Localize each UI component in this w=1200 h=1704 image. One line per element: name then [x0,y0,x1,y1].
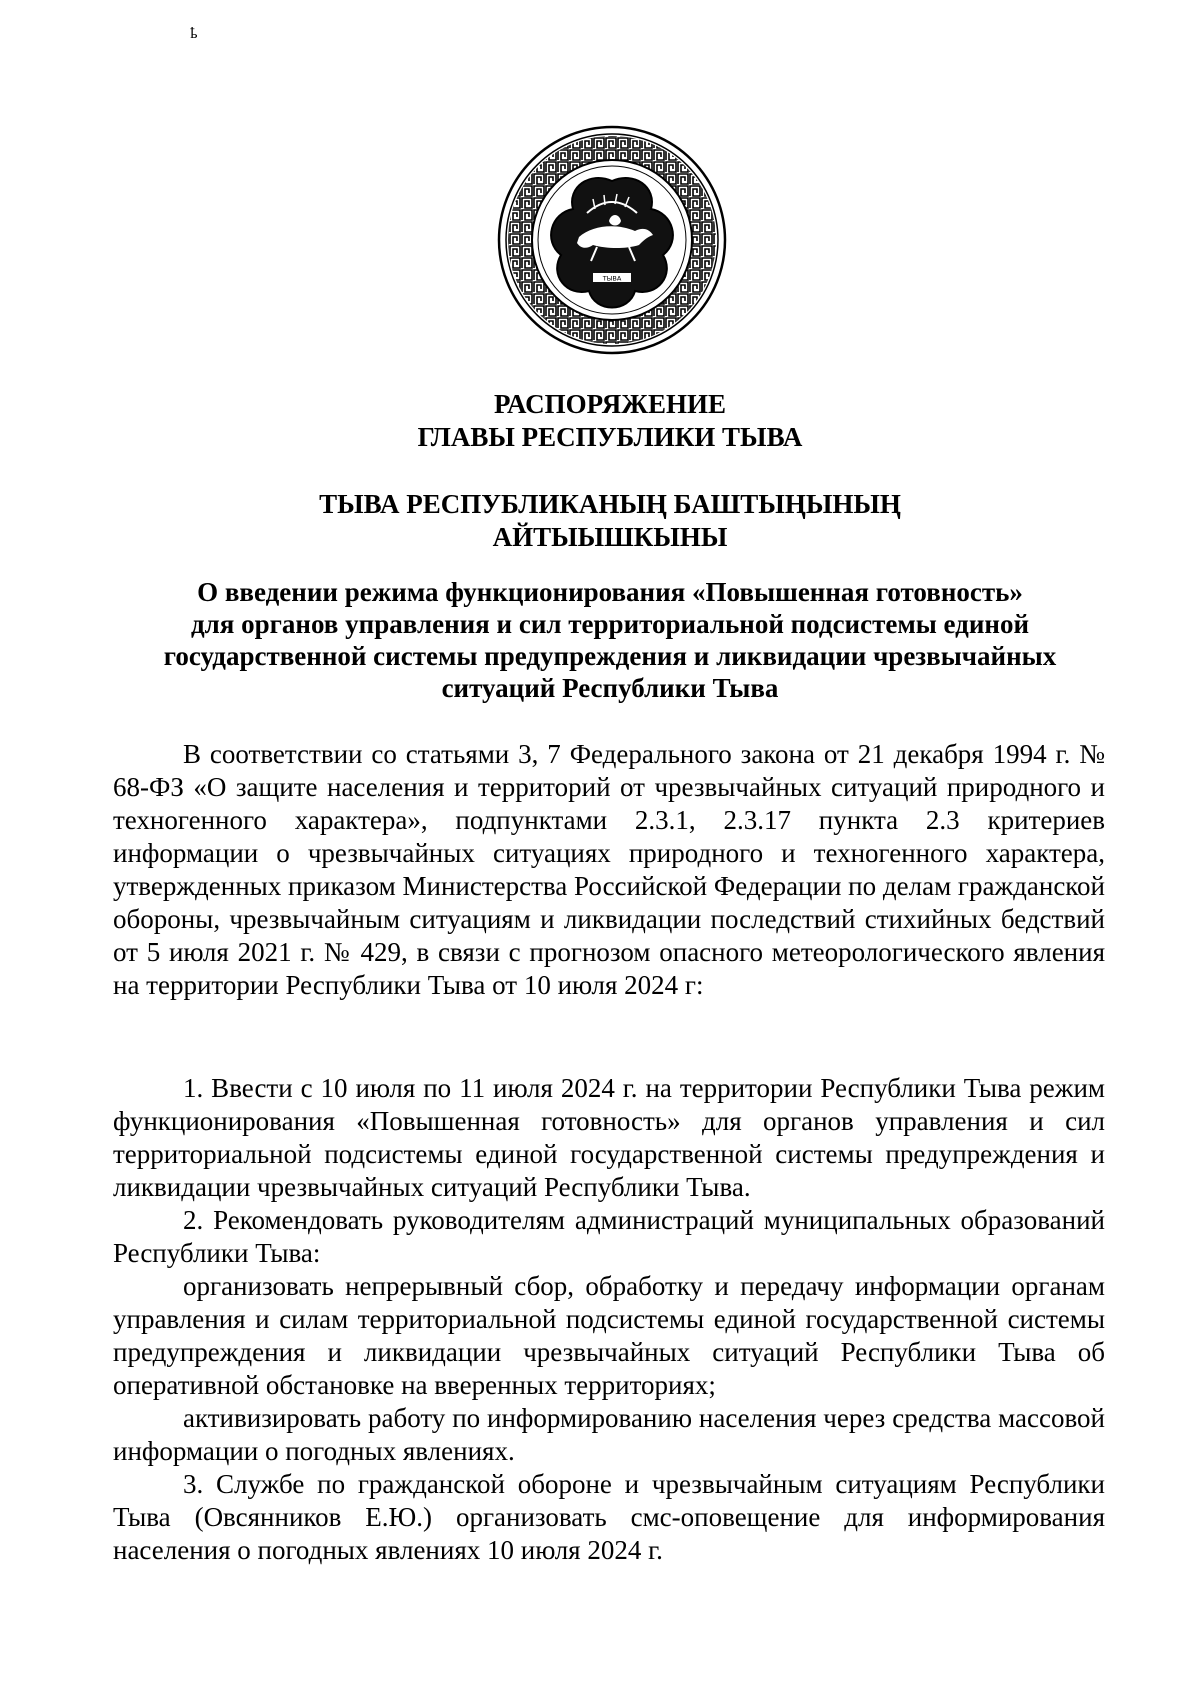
title-line-2: ГЛАВЫ РЕСПУБЛИКИ ТЫВА [417,422,803,452]
tuvan-title-line-2: АЙТЫЫШКЫНЫ [492,522,728,552]
preamble-paragraph: В соответствии со статьями 3, 7 Федерального закона от 21 декабря 1994 г. № 68-ФЗ «О защите населения и территорий от чрезвычайных ситуаций природного и техногенного характера», подпунктами 2.3.1, 2.3.17 пункта 2.3 критериев информации о чрезвычайных ситуациях природного и техногенного характера, утвержденных приказом Министерства Российской Федерации по делам гражданской обороны, чрезвычайным ситуациям и ликвидации последствий стихийных бедствий от 5 июля 2021 г. № 429, в связи с прогнозом опасного метеорологического явления на территории Республики Тыва от 10 июля 2024 г: [113,739,1105,1000]
title-line-1: РАСПОРЯЖЕНИЕ [493,389,727,419]
subject-line-1: О введении режима функционирования «Повышенная готовность» [197,577,1023,607]
svg-text:ТЫВА: ТЫВА [602,274,622,283]
order-item-3: 3. Службе по гражданской обороне и чрезвычайным ситуациям Республики Тыва (Овсянников Е.Ю.) организовать смс-оповещение для информирования населения о погодных явлениях 10 июля 2024 г. [113,1469,1105,1565]
subject-line-3: государственной системы предупреждения и ликвидации чрезвычайных [163,641,1057,671]
preamble [113,738,1105,1002]
tuvan-title-line-1: ТЫВА РЕСПУБЛИКАНЫҢ БАШТЫҢЫНЫҢ [319,489,901,519]
scan-mark: ҍ [190,25,198,42]
order-item-2-a: организовать непрерывный сбор, обработку и передачу информации органам управления и силам территориальной подсистемы единой государственной системы предупреждения и ликвидации чрезвычайных ситуаций Республики Тыва об оперативной обстановке на вверенных территориях; [113,1271,1105,1400]
subject-line-2: для органов управления и сил территориальной подсистемы единой [190,609,1030,639]
order-item-2: 2. Рекомендовать руководителям администраций муниципальных образований Республики Тыва: [113,1205,1105,1268]
tyva-emblem-icon [497,125,727,355]
subject-line-4: ситуаций Республики Тыва [441,673,779,703]
document-title-tuvan [120,488,1100,554]
document-title [120,388,1100,454]
order-item-1: 1. Ввести с 10 июля по 11 июля 2024 г. на территории Республики Тыва режим функционирования «Повышенная готовность» для органов управления и сил территориальной подсистемы единой государственной системы предупреждения и ликвидации чрезвычайных ситуаций Республики Тыва. [113,1073,1105,1202]
order-items [113,1072,1105,1567]
order-item-2-b: активизировать работу по информированию населения через средства массовой информации о погодных явлениях. [113,1403,1105,1466]
document-subject [120,576,1100,704]
